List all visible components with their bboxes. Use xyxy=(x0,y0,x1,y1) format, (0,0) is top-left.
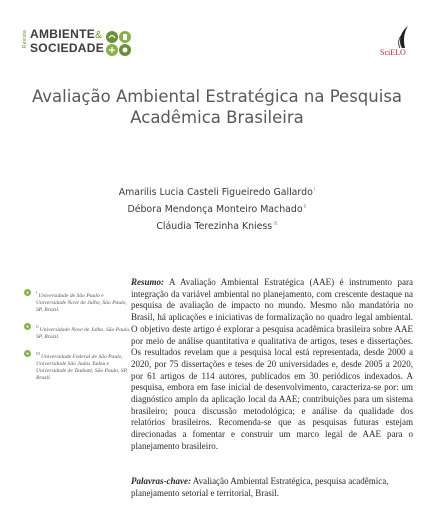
author-name: Débora Mendonça Monteiro Machado$^{II}$ xyxy=(127,204,307,216)
journal-logo-ampersand: & xyxy=(95,30,103,41)
author-name: Amarilis Lucia Casteli Figueiredo Gallardo$^I$ xyxy=(118,187,316,199)
affiliation-item xyxy=(24,350,132,382)
affiliation-marker: III xyxy=(36,350,40,356)
affiliation-marker: I xyxy=(36,290,38,295)
abstract-label: Resumo: xyxy=(131,277,165,287)
keywords-text: Avaliação Ambiental Estratégica, pesquisa acadêmica, planejamento setorial e territorial, Brasil. xyxy=(131,476,389,498)
author-affiliation-marker: II xyxy=(303,204,307,211)
scielo-logo-text: SciELO xyxy=(380,48,406,57)
keywords-label: Palavras-chave: xyxy=(131,476,191,486)
scielo-emblem-icon xyxy=(380,24,414,50)
author-affiliation-marker: III xyxy=(273,221,278,228)
author-list xyxy=(60,183,374,234)
scielo-logo xyxy=(380,24,414,64)
affiliation-text: Universidade Nove de Julho, São Paulo, SP, Brazil. xyxy=(36,326,131,340)
abstract-text: A Avaliação Ambiental Estratégica (AAE) é instrumento para integração da variável ambiental no planejamento, com crescente destaque na pesquisa de avaliação de impacto no mundo. Mesmo não mandatória no Brasil, há aplicações e iniciativas de formalização no quadro legal ambiental. O objetivo deste artigo é explorar a pesquisa acadêmica brasileira sobre AAE por meio de análise quantitativa e qualitativa de artigos, teses e dissertações. Os resultados revelam que a pesquisa local está representada, desde 2000 a 2020, por 75 dissertações e teses de 20 universidades e, desde 2005 a 2020, por 61 artigos de 114 autores, publicados em 30 periódicos indexados. A pesquisa, embora em fase inicial de desenvolvimento, caracteriza-se por: um diagnóstico amplo da aplicação local da AAE; contribuições para um sistema brasileiro; pouca discussão metodológica; e análise da qualidade dos relatórios brasileiros. Recomenda-se que as pesquisas futuras estejam direcionadas a fomentar e construir um marco legal de AAE para o planejamento brasileiro. xyxy=(131,277,413,451)
article-title: Avaliação Ambiental Estratégica na Pesquisa Acadêmica Brasileira xyxy=(31,87,403,127)
affiliation-list xyxy=(24,289,132,391)
affiliation-text: Universidade Federal de São Paulo, Universidade São Judas Tadeu e Universidade de Taubaté, São Paulo, SP, Brazil. xyxy=(36,353,128,381)
affiliation-text: Universidade de São Paulo e Universidade Nove de Julho, São Paulo, SP, Brazil. xyxy=(36,292,127,313)
author-affiliation-marker: I xyxy=(313,187,316,193)
affiliation-marker: II xyxy=(36,323,39,329)
abstract xyxy=(131,277,413,453)
affiliation-badge-icon: ● xyxy=(24,289,31,296)
journal-logo-line1: AMBIENTE& xyxy=(30,27,103,41)
journal-logo-vertical-text: Revista xyxy=(22,30,28,49)
affiliation-badge-icon: ● xyxy=(24,323,31,330)
journal-logo-icons xyxy=(104,28,134,58)
affiliation-badge-icon: ● xyxy=(24,350,31,357)
journal-logo xyxy=(22,26,132,60)
affiliation-item xyxy=(24,323,132,341)
keywords xyxy=(131,476,413,499)
journal-logo-line2: SOCIEDADE xyxy=(30,41,105,55)
affiliation-item xyxy=(24,289,132,314)
author-name: Cláudia Terezinha Kniess$^{III}$ xyxy=(156,221,278,233)
